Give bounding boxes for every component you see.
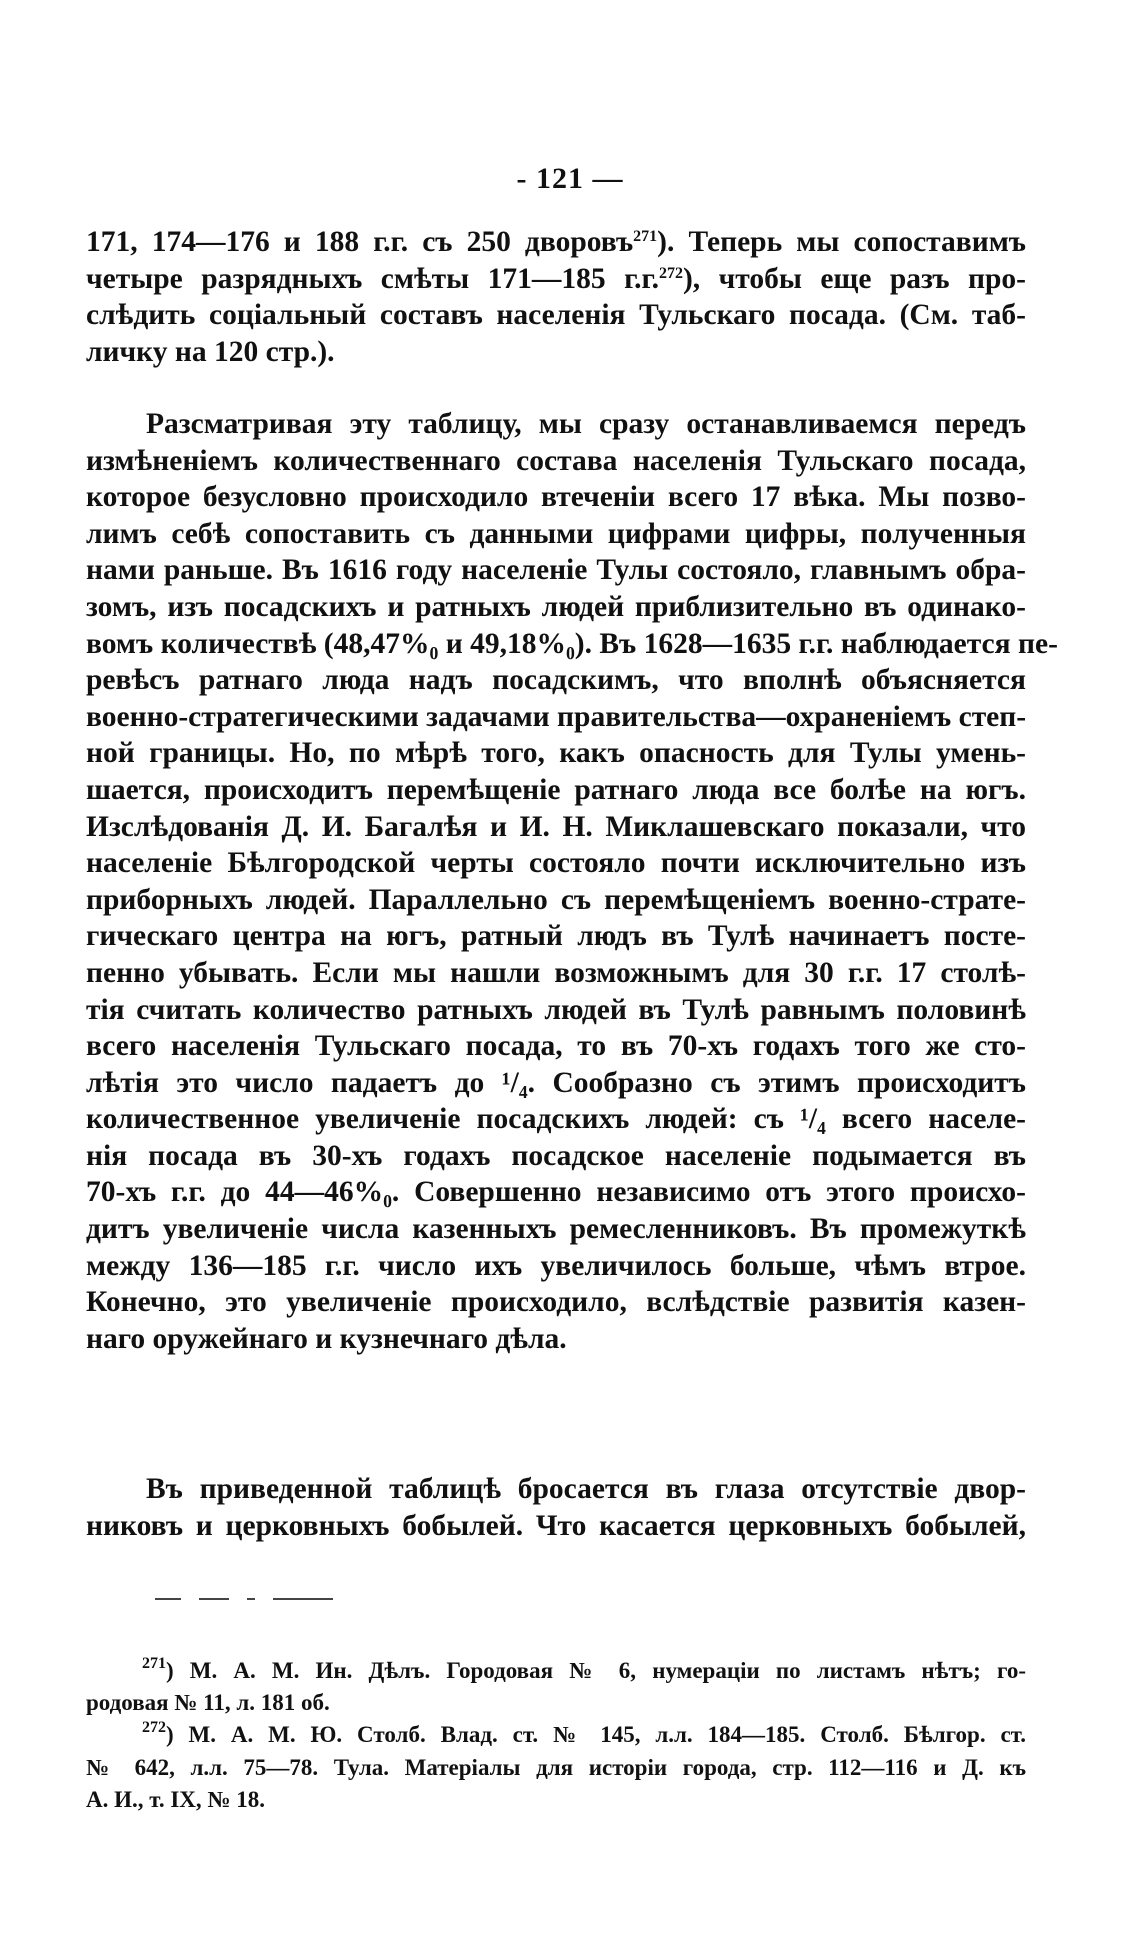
text-line: ревѣсъ ратнаго люда надъ посадскимъ, что вполнѣ объясняется [86, 664, 1026, 697]
footnote-271 [86, 1655, 1026, 1719]
text-line: лимъ себѣ сопоставить съ данными цифрами цифры, полученныя [86, 517, 1026, 550]
footnote-line: $^{271}$) М. А. М. Ин. Дѣлъ. Городовая № 6, нумераціи по листамъ нѣтъ; го- [142, 1655, 1026, 1683]
text-line: измѣненіемъ количественнаго состава населенія Тульскаго посада, [86, 444, 1026, 477]
text-line: лѣтія это число падаетъ до ¹/₄. Сообразно съ этимъ происходитъ [86, 1066, 1026, 1099]
text-line: которое безусловно происходило втеченіи всего 17 вѣка. Мы позво- [86, 481, 1026, 514]
text-line: всего населенія Тульскаго посада, то въ 70-хъ годахъ того же сто- [86, 1030, 1026, 1063]
text-line: населеніе Бѣлгородской черты состояло почти исключительно изъ [86, 847, 1026, 880]
footnote-line: $^{272}$) М. А. М. Ю. Столб. Влад. ст. № 145, л.л. 184—185. Столб. Бѣлгор. ст. [142, 1719, 1026, 1748]
footnote-ref-272[interactable]: 272 [658, 264, 683, 282]
text-line: дитъ увеличеніе числа казенныхъ ремесленниковъ. Въ промежуткѣ [86, 1213, 1026, 1246]
footnotes [86, 1655, 1026, 1816]
text-line: Разсматривая эту таблицу, мы сразу останавливаемся передъ [146, 408, 1026, 440]
text-line: ной границы. Но, по мѣрѣ того, какъ опасность для Тулы умень- [86, 737, 1026, 770]
text-line: количественное увеличеніе посадскихъ людей: съ ¹/₄ всего населе- [86, 1103, 1026, 1136]
text-line: между 136—185 г.г. число ихъ увеличилось больше, чѣмъ втрое. [86, 1249, 1026, 1282]
text-line: нія посада въ 30-хъ годахъ посадское населеніе подымается въ [86, 1139, 1026, 1172]
text-line: вомъ количествѣ (48,47%₀ и 49,18%₀). Въ 1628—1635 г.г. наблюдается пе- [86, 627, 1058, 660]
text-line: 171, 174—176 и 188 г.г. съ 250 дворовъ$^{271}$). Теперь мы сопоставимъ [86, 226, 1026, 258]
footnote-line: № 642, л.л. 75—78. Тула. Матеріалы для исторіи города, стр. 112—116 и Д. къ [86, 1754, 1026, 1780]
paragraph-2 [86, 406, 1058, 1357]
text-line: слѣдить соціальный составъ населенія Тульскаго посада. (См. таб- [86, 299, 1026, 332]
paragraph-1 [86, 224, 1026, 370]
text-line: наго оружейнаго и кузнечнаго дѣла. [86, 1322, 567, 1355]
text-line: шается, происходитъ перемѣщеніе ратнаго люда все болѣе на югъ. [86, 773, 1026, 806]
text-line: Изслѣдованія Д. И. Багалѣя и И. Н. Миклашевскаго показали, что [86, 810, 1026, 843]
footnote-separator [155, 1597, 385, 1601]
text-line: тія считать количество ратныхъ людей въ Тулѣ равнымъ половинѣ [86, 993, 1026, 1026]
text-line: никовъ и церковныхъ бобылей. Что касается церковныхъ бобылей, [86, 1509, 1026, 1542]
footnote-marker: 272 [142, 1719, 166, 1737]
text-line: приборныхъ людей. Параллельно съ перемѣщеніемъ военно-страте- [86, 883, 1026, 916]
text-line: Конечно, это увеличеніе происходило, вслѣдствіе развитія казен- [86, 1286, 1026, 1319]
text-line: Въ приведенной таблицѣ бросается въ глаза отсутствіе двор- [146, 1473, 1026, 1505]
footnote-ref-271[interactable]: 271 [633, 228, 658, 245]
text-line: 70-хъ г.г. до 44—46%₀. Совершенно независимо отъ этого происхо- [86, 1176, 1026, 1209]
footnote-line: А. И., т. IX, № 18. [86, 1786, 265, 1812]
text-line: четыре разрядныхъ смѣты 171—185 г.г.$^{272}$), чтобы еще разъ про- [86, 262, 1026, 295]
paragraph-3 [86, 1471, 1026, 1544]
text-line: личку на 120 стр.). [86, 335, 335, 368]
text-line: нами раньше. Въ 1616 году населеніе Тулы состояло, главнымъ обра- [86, 554, 1026, 587]
text-line: зомъ, изъ посадскихъ и ратныхъ людей приблизительно въ одинако- [86, 590, 1026, 623]
page-number: - 121 — [516, 162, 624, 195]
text-line: пенно убывать. Если мы нашли возможнымъ для 30 г.г. 17 столѣ- [86, 956, 1026, 989]
footnote-272 [86, 1719, 1026, 1816]
footnote-line: родовая № 11, л. 181 об. [86, 1690, 330, 1716]
text-line: гическаго центра на югъ, ратный людъ въ Тулѣ начинаетъ посте- [86, 920, 1026, 953]
footnote-marker: 271 [142, 1655, 166, 1672]
text-line: военно-стратегическими задачами правительства—охраненіемъ степ- [86, 700, 1027, 733]
